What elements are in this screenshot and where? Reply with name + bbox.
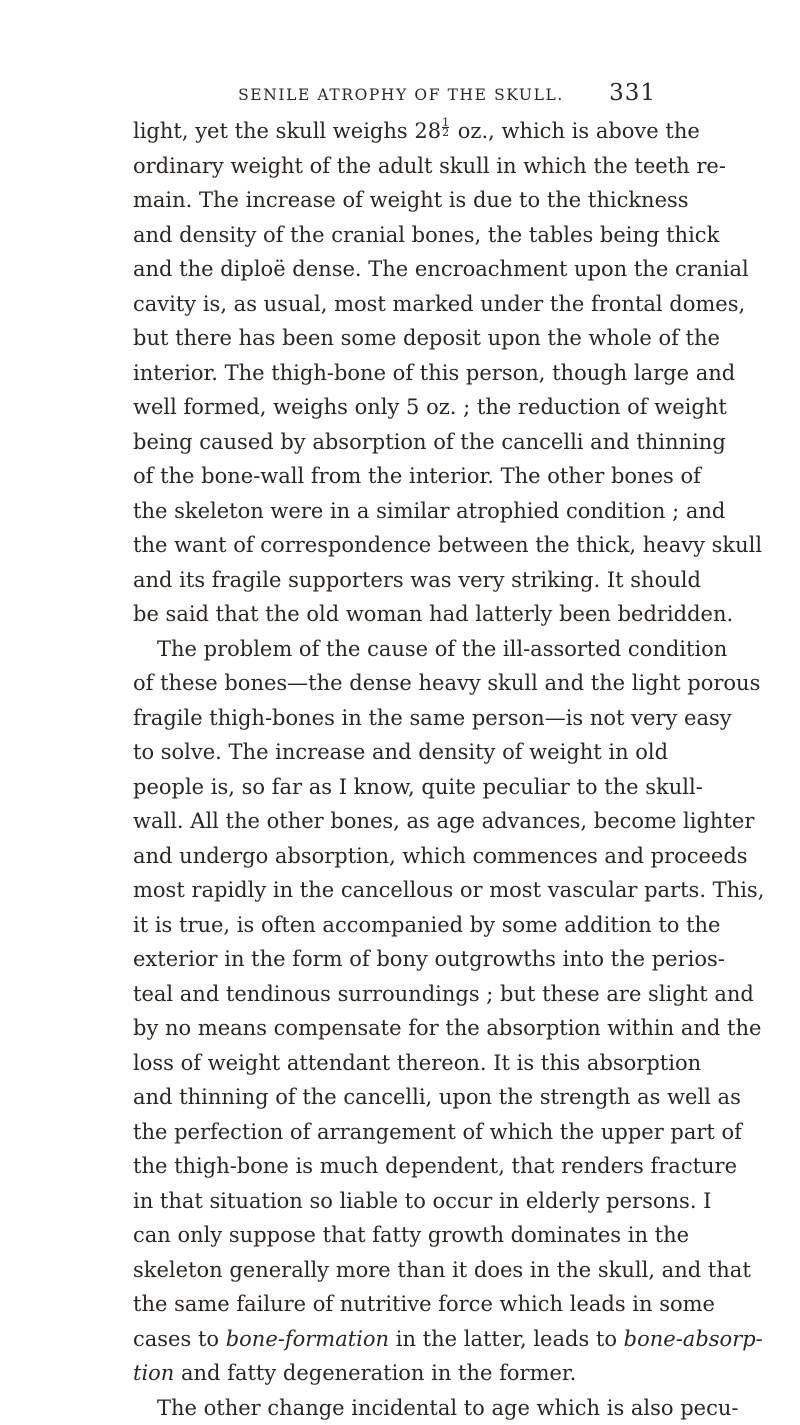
body-text: [133, 114, 657, 1425]
text-line: in that situation so liable to occur in elderly persons. I: [133, 1184, 657, 1219]
text-line: the want of correspondence between the thick, heavy skull: [133, 528, 657, 563]
text-line: the same failure of nutritive force which leads in some: [133, 1287, 657, 1322]
text-line: teal and tendinous surroundings ; but these are slight and: [133, 977, 657, 1012]
text-line: of these bones—the dense heavy skull and the light porous: [133, 666, 657, 701]
text-line: it is true, is often accompanied by some addition to the: [133, 908, 657, 943]
fraction-one-half: $\frac{1}{2}$: [442, 118, 449, 137]
text-line: and its fragile supporters was very striking. It should: [133, 563, 657, 598]
paragraph-start-line: The other change incidental to age which is also pecu-: [133, 1391, 657, 1425]
paragraph-start-line: The problem of the cause of the ill-assorted condition: [133, 632, 657, 667]
italic-term: tion: [133, 1361, 174, 1385]
text-line: fragile thigh-bones in the same person—is not very easy: [133, 701, 657, 736]
text-line: exterior in the form of bony outgrowths into the perios-: [133, 942, 657, 977]
text-line: but there has been some deposit upon the whole of the: [133, 321, 657, 356]
text-line: and undergo absorption, which commences and proceeds: [133, 839, 657, 874]
running-title: SENILE ATROPHY OF THE SKULL.: [146, 86, 656, 104]
text-line: being caused by absorption of the cancelli and thinning: [133, 425, 657, 460]
text-line: loss of weight attendant thereon. It is this absorption: [133, 1046, 657, 1081]
text-line: and thinning of the cancelli, upon the strength as well as: [133, 1080, 657, 1115]
text-line: ordinary weight of the adult skull in which the teeth re-: [133, 149, 657, 184]
text-line: skeleton generally more than it does in the skull, and that: [133, 1253, 657, 1288]
text-line: cases to bone-formation in the latter, leads to bone-absorp-: [133, 1322, 657, 1357]
text-line: most rapidly in the cancellous or most vascular parts. This,: [133, 873, 657, 908]
text-line: main. The increase of weight is due to the thickness: [133, 183, 657, 218]
text-line: by no means compensate for the absorption within and the: [133, 1011, 657, 1046]
text-line: and density of the cranial bones, the tables being thick: [133, 218, 657, 253]
text-line: the perfection of arrangement of which the upper part of: [133, 1115, 657, 1150]
text-line: can only suppose that fatty growth dominates in the: [133, 1218, 657, 1253]
text-line: be said that the old woman had latterly been bedridden.: [133, 597, 657, 632]
text-line: tion and fatty degeneration in the former.: [133, 1356, 657, 1391]
text-line: well formed, weighs only 5 oz. ; the reduction of weight: [133, 390, 657, 425]
italic-term: bone-formation: [226, 1327, 389, 1351]
text-line: and the diploë dense. The encroachment upon the cranial: [133, 252, 657, 287]
italic-term: bone-absorp-: [624, 1327, 763, 1351]
text-line: people is, so far as I know, quite peculiar to the skull-: [133, 770, 657, 805]
text-line: the skeleton were in a similar atrophied condition ; and: [133, 494, 657, 529]
text-line: interior. The thigh-bone of this person, though large and: [133, 356, 657, 391]
text-line: the thigh-bone is much dependent, that renders fracture: [133, 1149, 657, 1184]
text-line: light, yet the skull weighs 28 $\frac{1}{2}$ oz., which is above the: [133, 114, 657, 149]
page-number: 331: [609, 80, 656, 106]
text-line: cavity is, as usual, most marked under the frontal domes,: [133, 287, 657, 322]
text-line: wall. All the other bones, as age advances, become lighter: [133, 804, 657, 839]
text-line: of the bone-wall from the interior. The other bones of: [133, 459, 657, 494]
text-line: to solve. The increase and density of weight in old: [133, 735, 657, 770]
